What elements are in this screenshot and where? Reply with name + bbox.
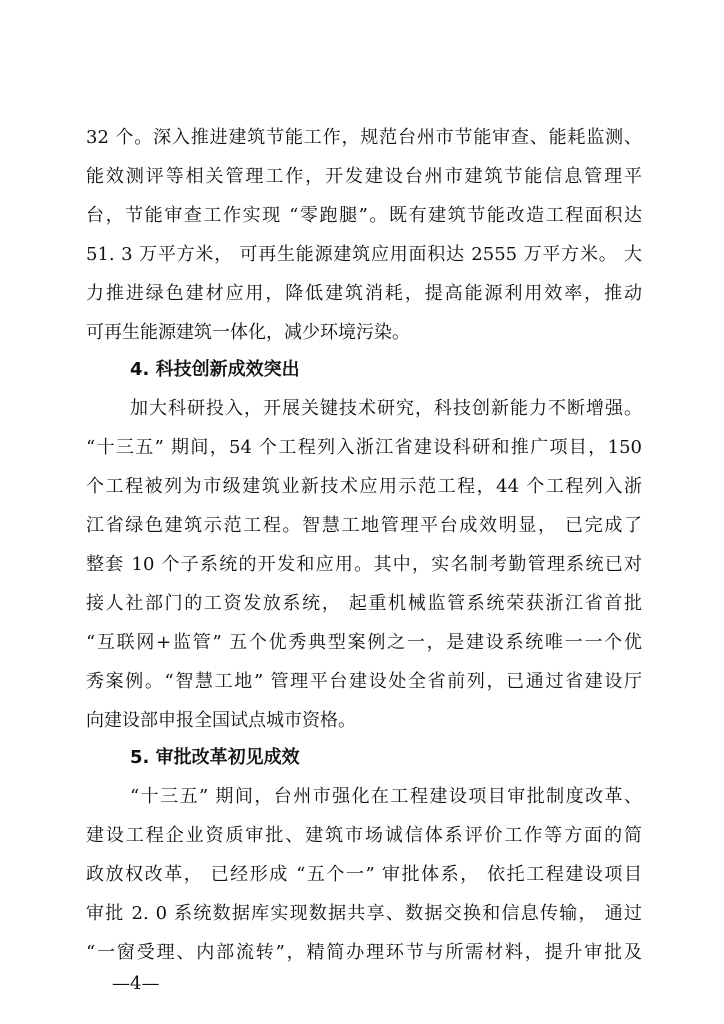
- paragraph-line: “十三五” 期间，54 个工程列入浙江省建设科研和推广项目，150: [86, 437, 642, 458]
- paragraph-line: 秀案例。“智慧工地” 管理平台建设处全省前列，已通过省建设厅: [86, 671, 642, 692]
- paragraph-line: 政放权改革， 已经形成 “五个一” 审批体系， 依托工程建设项目: [86, 864, 642, 885]
- paragraph-line: 建设工程企业资质审批、建筑市场诚信体系评价工作等方面的简: [86, 825, 642, 846]
- paragraph-line: “一窗受理、内部流转”，精简办理环节与所需材料，提升审批及: [86, 942, 642, 963]
- paragraph-line: 江省绿色建筑示范工程。智慧工地管理平台成效明显， 已完成了: [86, 515, 642, 536]
- paragraph-line: 台，节能审查工作实现 “零跑腿”。既有建筑节能改造工程面积达: [86, 205, 642, 226]
- paragraph-line: 个工程被列为市级建筑业新技术应用示范工程，44 个工程列入浙: [86, 476, 642, 497]
- section-heading: 5. 审批改革初见成效: [130, 747, 300, 768]
- paragraph-line: 整套 10 个子系统的开发和应用。其中，实名制考勤管理系统已对: [86, 554, 642, 575]
- page-number: —4—: [112, 973, 160, 994]
- section-heading: 4. 科技创新成效突出: [130, 359, 300, 380]
- paragraph-line: 接人社部门的工资发放系统， 起重机械监管系统荣获浙江省首批: [86, 593, 642, 614]
- paragraph-line: “十三五” 期间，台州市强化在工程建设项目审批制度改革、: [130, 786, 642, 807]
- paragraph-line: 向建设部申报全国试点城市资格。: [86, 710, 356, 731]
- paragraph-line: 51. 3 万平方米， 可再生能源建筑应用面积达 2555 万平方米。 大: [86, 244, 642, 265]
- paragraph-line: 32 个。深入推进建筑节能工作，规范台州市节能审查、能耗监测、: [86, 127, 642, 148]
- paragraph-line: 力推进绿色建材应用，降低建筑消耗，提高能源利用效率，推动: [86, 283, 642, 304]
- paragraph-line: “互联网+监管” 五个优秀典型案例之一，是建设系统唯一一个优: [86, 632, 642, 653]
- paragraph-line: 可再生能源建筑一体化，减少环境污染。: [86, 322, 410, 343]
- paragraph-line: 加大科研投入，开展关键技术研究，科技创新能力不断增强。: [130, 398, 642, 419]
- paragraph-line: 能效测评等相关管理工作，开发建设台州市建筑节能信息管理平: [86, 166, 642, 187]
- paragraph-line: 审批 2. 0 系统数据库实现数据共享、数据交换和信息传输， 通过: [86, 903, 642, 924]
